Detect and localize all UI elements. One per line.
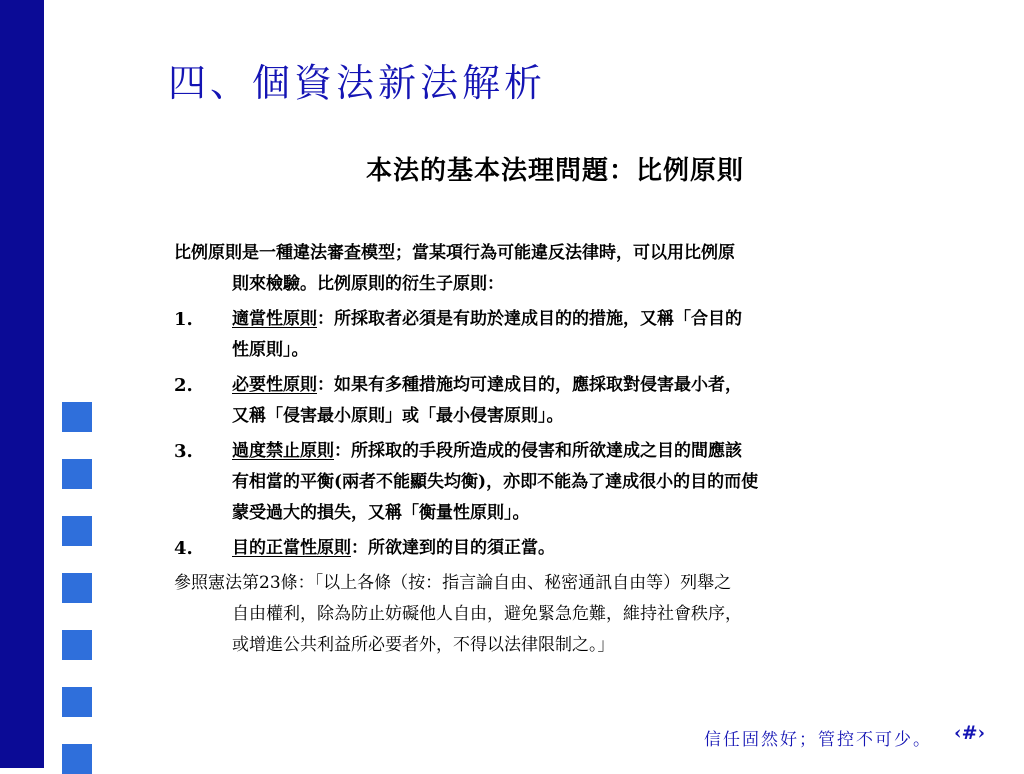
item-text: ：如果有多種措施均可達成目的，應採取對侵害最小者， [317,375,742,395]
principle-item [174,533,934,564]
principle-term: 必要性原則 [232,375,317,395]
item-text: ：所採取的手段所造成的侵害和所欲達成之目的間應該 [334,441,742,461]
decorative-square [62,402,92,432]
intro-line: 比例原則是一種違法審查模型；當某項行為可能違反法律時，可以用比例原 [174,243,735,263]
footer-slogan: 信任固然好；管控不可少。 [704,730,932,750]
left-decorative-bar [0,0,44,768]
reference-paragraph [174,568,934,661]
decorative-square [62,573,92,603]
principle-term: 目的正當性原則 [232,538,351,558]
intro-paragraph [174,238,934,300]
principle-item [174,370,934,432]
reference-line: 自由權利，除為防止妨礙他人自由，避免緊急危難，維持社會秩序， [232,604,742,624]
principle-item [174,436,934,529]
item-text: 蒙受過大的損失，又稱「衡量性原則」。 [232,503,530,523]
reference-line: 或增進公共利益所必要者外，不得以法律限制之。」 [232,635,615,655]
decorative-square [62,630,92,660]
item-number: 2. [174,375,193,396]
item-text: 又稱「侵害最小原則」或「最小侵害原則」。 [232,406,564,426]
reference-line: 參照憲法第23條：「以上各條（按：指言論自由、秘密通訊自由等）列舉之 [174,573,732,593]
principle-term: 過度禁止原則 [232,441,334,461]
item-text: 有相當的平衡(兩者不能顯失均衡)，亦即不能為了達成很小的目的而使 [232,472,759,492]
slide-content [174,238,934,661]
decorative-square [62,744,92,774]
decorative-squares [62,0,94,768]
principle-item [174,304,934,366]
intro-line: 則來檢驗。比例原則的衍生子原則： [232,274,504,294]
item-text: ：所採取者必須是有助於達成目的的措施，又稱「合目的 [317,309,742,329]
item-text: ：所欲達到的目的須正當。 [351,538,555,558]
decorative-square [62,459,92,489]
item-number: 1. [174,309,193,330]
item-number: 3. [174,441,193,462]
page-number: ‹#› [954,722,986,744]
decorative-square [62,687,92,717]
slide-title: 四、個資法新法解析 [168,61,547,105]
principle-term: 適當性原則 [232,309,317,329]
item-text: 性原則」。 [232,340,309,360]
decorative-square [62,516,92,546]
slide-subtitle: 本法的基本法理問題：比例原則 [365,156,744,186]
item-number: 4. [174,538,193,559]
